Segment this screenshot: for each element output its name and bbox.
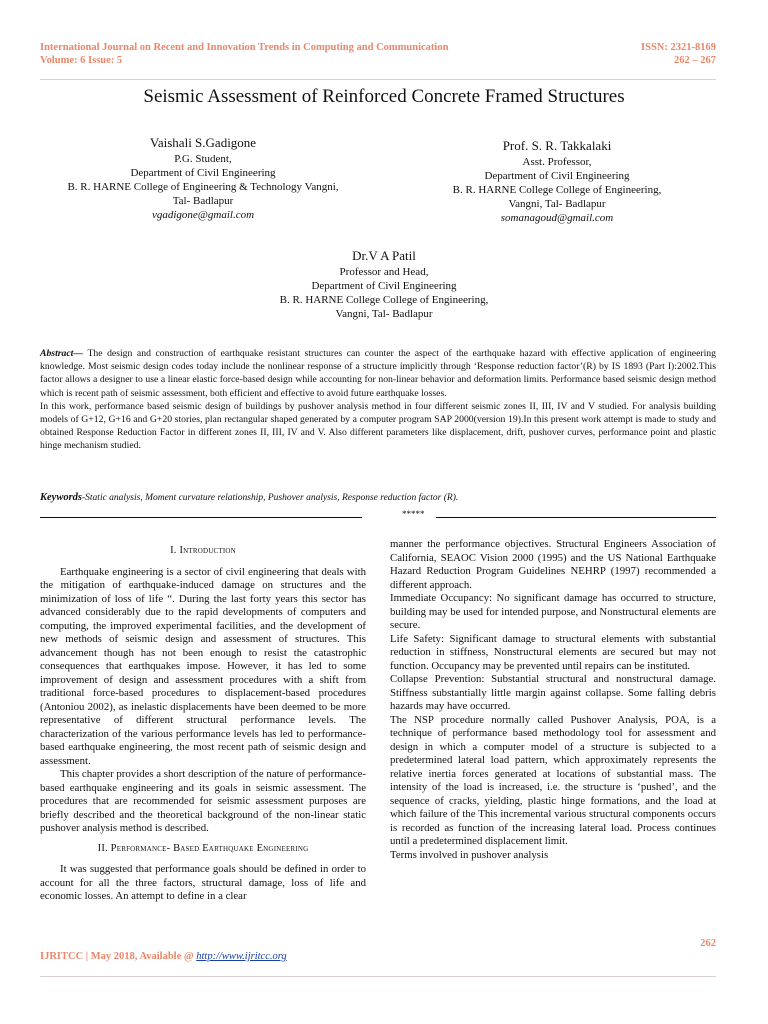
author-role: Asst. Professor, — [522, 156, 592, 168]
footer-link[interactable]: http://www.ijritcc.org — [196, 951, 287, 962]
footer-rule — [40, 976, 716, 977]
author-college: B. R. HARNE College College of Engineering, — [452, 184, 662, 196]
body-paragraph: Immediate Occupancy: No significant damage has occurred to structure, building may be used for intended purpose, and Nonstructural elements are secure. — [390, 592, 716, 631]
author-department: Department of Civil Engineering — [130, 167, 276, 179]
body-paragraph: Terms involved in pushover analysis — [390, 848, 549, 861]
abstract-paragraph: The design and construction of earthquake resistant structures can counter the aspect of the earthquake hazard with effective application of engineering knowledge. Most seismic design codes today include the nonlinear response of a structure implicitly through ‘Response reduction factor’(R) by IS 1893 (Part I):2002.This factor allows a designer to use a linear elastic force-based design while accounting for non-linear behavior and deformation limits. Performance based seismic design method which is recent path of seismic assessment, both efficient and effective to avoid future earthquake losses. — [40, 348, 716, 399]
body-paragraph: Collapse Prevention: Substantial structural and nonstructural damage. Stiffness substantially little margin against collapse. Some falling debris hazards may have occurred. — [390, 673, 716, 712]
header-rule — [40, 79, 716, 80]
journal-pages: 262 – 267 — [674, 54, 716, 66]
author-name: Vaishali S.Gadigone — [149, 135, 257, 150]
author-name: Prof. S. R. Takkalaki — [502, 138, 612, 153]
author-block — [28, 134, 378, 222]
footer — [40, 951, 287, 962]
body-paragraph: Life Safety: Significant damage to structural elements with substantial reduction in stiffness, Nonstructural elements are secured but may not function. Occupancy may be prevented until repairs can be instituted. — [390, 632, 716, 672]
keywords-label: Keywords — [40, 492, 82, 503]
journal-issn: ISSN: 2321-8169 — [641, 42, 716, 53]
journal-volume: Volume: 6 Issue: 5 — [40, 54, 123, 66]
abstract-label: Abstract— — [40, 348, 84, 359]
author-location: Vangni, Tal- Badlapur — [508, 198, 606, 210]
right-column — [390, 538, 716, 862]
keywords-text: -Static analysis, Moment curvature relationship, Pushover analysis, Response reduction factor (R). — [82, 493, 459, 503]
author-email[interactable]: somanagoud@gmail.com — [500, 212, 614, 224]
separator-line — [40, 517, 362, 518]
page-number: 262 — [700, 938, 716, 949]
author-block — [380, 137, 734, 225]
body-paragraph: manner the performance objectives. Structural Engineers Association of California, SEAOC Vision 2000 (1995) and the US National Earthquake Hazard Reduction Program Guidelines NEHRP (1997) recommended a different approach. — [390, 538, 716, 591]
author-role: Professor and Head, — [339, 266, 429, 278]
author-role: P.G. Student, — [174, 153, 232, 165]
paper-title: Seismic Assessment of Reinforced Concrete Framed Structures — [143, 86, 625, 107]
body-paragraph: Earthquake engineering is a sector of civil engineering that deals with the mitigation of earthquake-induced damage on structures and the minimization of loss of life “. During the last forty years this sector has advanced considerably due to the rapid developments of computers and computing, the improved experimental facilities, and the development of new methods of seismic design and assessment of structures. This advancement though has not been enough to resist the catastrophic consequences that earthquakes impose. However, it has led to some improvement of design and assessment procedures with a shift from traditional force-based procedures to displacement-based procedures (Antoniou 2002), as inelastic displacements have been deemed to be more representative of different structural performance levels. The characterization of the various performance levels has led to performance-based earthquake engineering, the most recent path of seismic design and assessment. — [40, 565, 366, 767]
author-name: Dr.V A Patil — [352, 248, 416, 263]
separator-line — [436, 517, 716, 518]
author-location: Tal- Badlapur — [172, 195, 234, 207]
body-paragraph: It was suggested that performance goals should be defined in order to account for all the three factors, structural damage, loss of life and economic losses. An attempt to define in a clear — [40, 863, 366, 902]
section-heading-performance: II. Performance- Based Earthquake Engineering — [97, 842, 309, 854]
section-separator — [40, 509, 716, 523]
abstract-paragraph: In this work, performance based seismic design of buildings by pushover analysis method in four different seismic zones II, III, IV and V studied. For analysis building models of G+12, G+16 and G+20 stories, plan rectangular shaped generated by a computer program SAP 2000(version 19).In this present work attempt is made to study and obtained Response Reduction Factor in different zones II, III, IV and V. Also different parameters like displacement, drift, pushover curves, performance point and plastic hinge mechanism studied. — [40, 400, 716, 452]
author-college: B. R. HARNE College College of Engineering, — [279, 294, 489, 306]
separator-stars: ***** — [402, 509, 425, 519]
author-location: Vangni, Tal- Badlapur — [335, 308, 433, 320]
left-column — [40, 538, 366, 904]
keywords — [40, 492, 716, 504]
author-email[interactable]: vgadigone@gmail.com — [151, 209, 255, 221]
author-department: Department of Civil Engineering — [484, 170, 630, 182]
author-block — [180, 247, 588, 321]
author-department: Department of Civil Engineering — [311, 280, 457, 292]
abstract — [40, 347, 716, 453]
author-college: B. R. HARNE College of Engineering & Technology Vangni, — [67, 181, 339, 193]
section-heading-introduction: I. Introduction — [170, 545, 236, 556]
journal-name: International Journal on Recent and Innovation Trends in Computing and Communication — [40, 42, 449, 53]
body-paragraph: This chapter provides a short description of the nature of performance-based earthquake engineering and its goals in seismic assessment. The procedures that are recommended for seismic assessment purposes are briefly described and the theoretical background of the non-linear static pushover analysis method is described. — [40, 768, 366, 834]
footer-text: IJRITCC | May 2018, Available @ — [40, 951, 197, 962]
body-paragraph: The NSP procedure normally called Pushover Analysis, POA, is a technique of performance based methodology tool for assessment and design in which a computer model of a structure is subjected to a predetermined lateral load pattern, which approximately represents the relative inertia forces generated at locations of substantial mass. The intensity of the load is increased, i.e. the structure is ‘pushed’, and the sequence of cracks, yielding, plastic hinge formations, and the load at which failure of the This incremental various structural components occurs is recorded as function of the increasing lateral load. Process continues until a predetermined displacement limit. — [390, 713, 716, 847]
